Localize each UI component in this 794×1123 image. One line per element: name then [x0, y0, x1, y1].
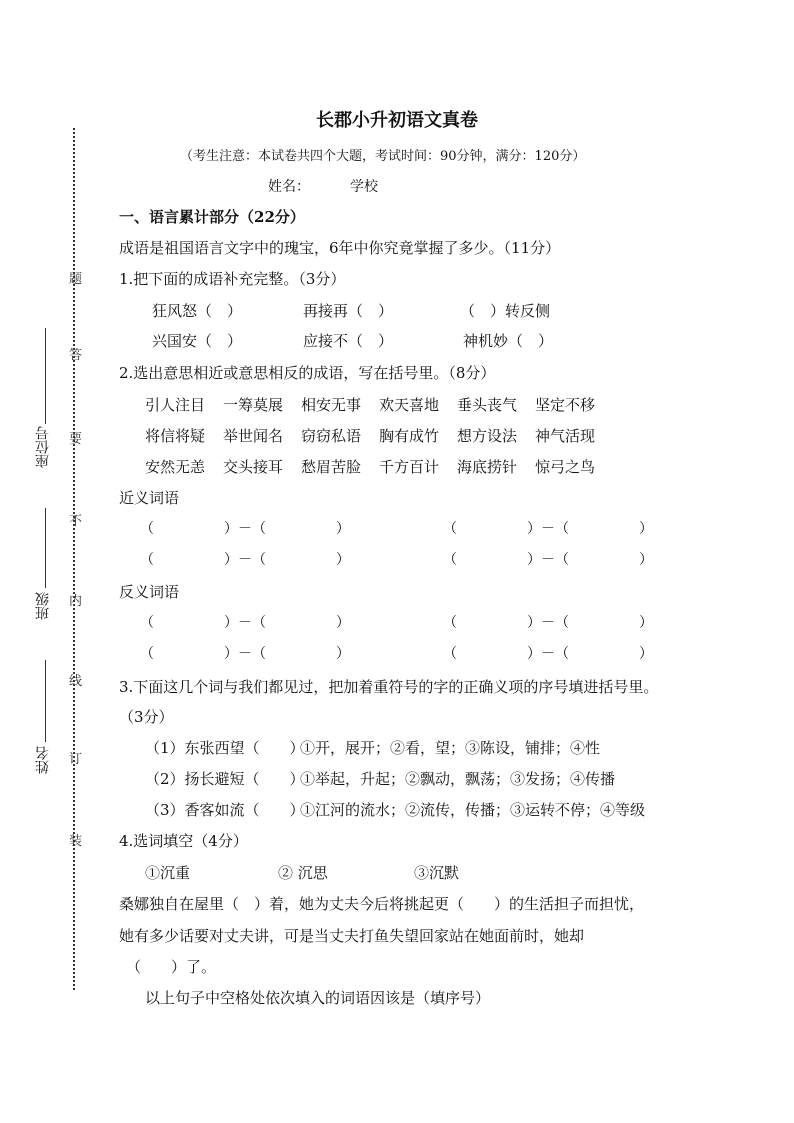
antonym-pair-blank[interactable]: （ ）－（ ）	[140, 646, 350, 662]
seal-char-7: 订	[69, 752, 83, 767]
q1-idiom: 应接不（ ）	[303, 332, 394, 350]
school-label: 学校	[350, 179, 378, 195]
synonym-pair-blank[interactable]: （ ）－（ ）	[140, 552, 350, 568]
q4-prompt: 4.选词填空（4分）	[119, 832, 248, 850]
q3-item-options: ①举起，升起；②飘动，飘荡；③发扬；④传播	[300, 770, 616, 788]
q2-prompt: 2.选出意思相近或意思相反的成语，写在括号里。（8分）	[119, 364, 496, 382]
q2-word-row	[145, 456, 613, 477]
name-margin-label: 姓名	[35, 746, 51, 774]
q1-idiom: 狂风怒（ ）	[152, 302, 243, 320]
seat-underline	[45, 328, 46, 424]
q2-word: 海底捞针	[457, 458, 518, 476]
seal-char-5: 内	[69, 594, 83, 609]
q4-paragraph-line: 桑娜独自在屋里（ ）着，她为丈夫今后将挑起更（ ）的生活担子而担忧，	[119, 895, 645, 913]
q1-idiom: 神机妙（ ）	[463, 332, 554, 350]
q2-word: 千方百计	[379, 458, 440, 476]
q2-word: 窃窃私语	[301, 427, 362, 445]
q2-word: 垂头丧气	[457, 396, 518, 414]
q3-score: （3分）	[119, 708, 174, 726]
q4-choice: ② 沉思	[278, 864, 328, 882]
q2-word-row	[145, 425, 613, 446]
antonym-label: 反义词语	[119, 583, 180, 601]
q2-word: 愁眉苦脸	[301, 458, 362, 476]
page-title: 长郡小升初语文真卷	[316, 110, 478, 131]
seal-char-4: 不	[69, 514, 83, 529]
antonym-pair-blank[interactable]: （ ）－（ ）	[443, 646, 653, 662]
q4-paragraph-line: 她有多少话要对丈夫讲，可是当丈夫打鱼失望回家站在她面前时，她却	[119, 927, 585, 945]
exam-notice: （考生注意：本试卷共四个大题，考试时间：90分钟，满分：120分）	[180, 149, 586, 164]
q2-word: 惊弓之鸟	[535, 458, 596, 476]
q2-word: 欢天喜地	[379, 396, 440, 414]
q2-word: 引人注目	[145, 396, 206, 414]
antonym-pair-blank[interactable]: （ ）－（ ）	[443, 615, 653, 631]
seal-char-6: 线	[69, 674, 83, 689]
name-underline	[45, 660, 46, 742]
synonym-pair-blank[interactable]: （ ）－（ ）	[443, 552, 653, 568]
q2-word: 坚定不移	[535, 396, 596, 414]
synonym-pair-blank[interactable]: （ ）－（ ）	[140, 521, 350, 537]
q1-idiom: （ ）转反侧	[460, 302, 551, 320]
q4-choice: ③沉默	[414, 864, 460, 882]
antonym-pair-blank[interactable]: （ ）－（ ）	[140, 615, 350, 631]
class-label: 班级	[35, 592, 51, 620]
q1-prompt: 1.把下面的成语补充完整。（3分）	[119, 270, 346, 288]
class-underline	[45, 508, 46, 588]
q2-word: 想方设法	[457, 427, 518, 445]
seal-char-2: 答	[69, 348, 83, 363]
q2-word: 相安无事	[301, 396, 362, 414]
synonym-pair-blank[interactable]: （ ）－（ ）	[443, 521, 653, 537]
q4-choice: ①沉重	[145, 864, 191, 882]
binding-dotted-line	[73, 128, 75, 990]
q4-paragraph-line: （ ）了。	[126, 958, 217, 976]
q3-item-options: ①开，展开；②看，望；③陈设，铺排；④性	[300, 739, 601, 757]
synonym-label: 近义词语	[119, 489, 180, 507]
seal-char-8: 装	[69, 834, 83, 849]
seal-char-1: 题	[69, 272, 83, 287]
q2-word: 胸有成竹	[379, 427, 440, 445]
q1-idiom: 兴国安（ ）	[152, 332, 243, 350]
q4-answer-instruction: 以上句子中空格处依次填入的词语因该是（填序号）	[145, 989, 491, 1007]
section-intro: 成语是祖国语言文字中的瑰宝，6年中你究竟掌握了多少。（11分）	[119, 239, 561, 257]
q2-word: 将信将疑	[145, 427, 206, 445]
q2-word: 举世闻名	[223, 427, 284, 445]
q2-word-row	[145, 394, 613, 415]
q3-item-word: （3）香客如流（ ）	[145, 801, 305, 819]
q3-prompt: 3.下面这几个词与我们都见过，把加着重符号的字的正确义项的序号填进括号里。	[119, 678, 659, 696]
q2-word: 一筹莫展	[223, 396, 284, 414]
section-heading: 一、语言累计部分（22分）	[119, 208, 305, 226]
q3-item-word: （2）扬长避短（ ）	[145, 770, 305, 788]
q2-word: 神气活现	[535, 427, 596, 445]
seal-char-3: 要	[69, 432, 83, 447]
q2-word: 交头接耳	[223, 458, 284, 476]
q3-item-options: ①江河的流水；②流传，传播；③运转不停；④等级	[300, 801, 646, 819]
student-name-label: 姓名：	[268, 179, 310, 195]
q2-word: 安然无恙	[145, 458, 206, 476]
seat-label: 座位号	[35, 426, 51, 468]
q1-idiom: 再接再（ ）	[303, 302, 394, 320]
q3-item-word: （1）东张西望（ ）	[145, 739, 305, 757]
